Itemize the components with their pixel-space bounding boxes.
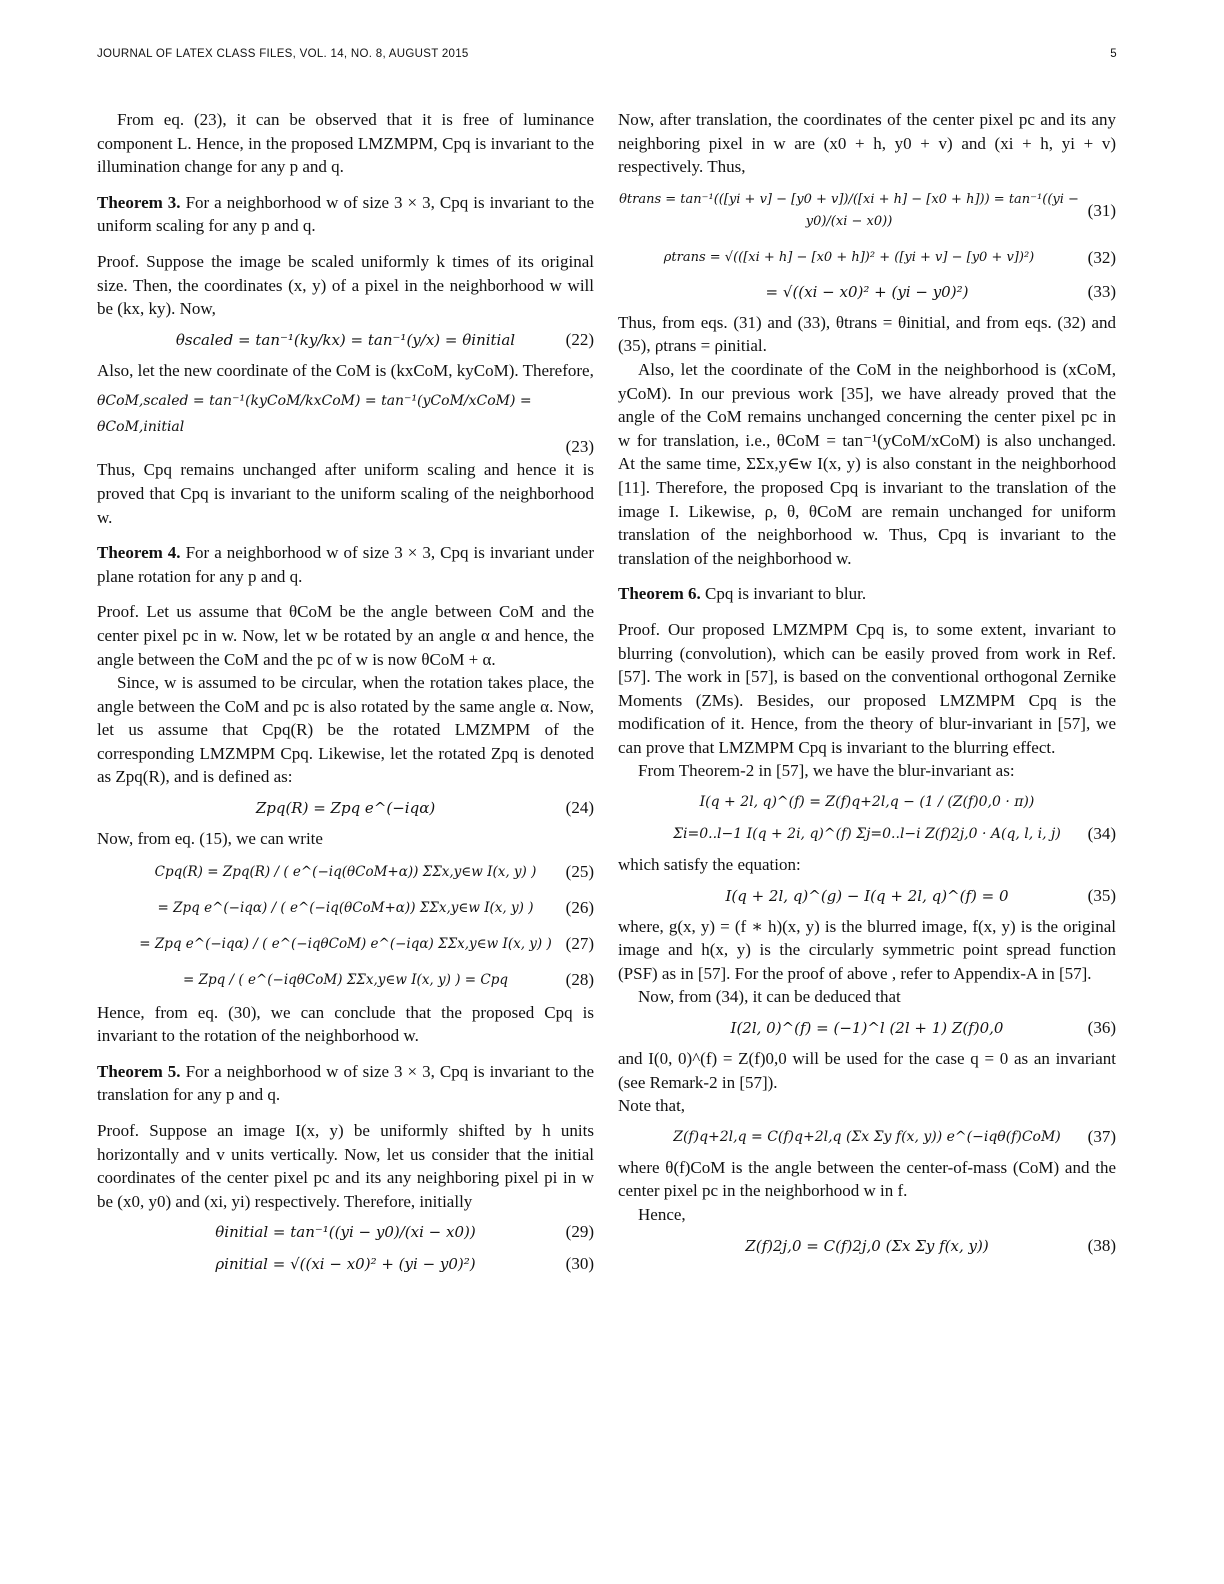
- paragraph: From Theorem-2 in [57], we have the blur-invariant as:: [638, 761, 1015, 781]
- theorem-5: [97, 1060, 594, 1107]
- left-column: [97, 108, 594, 1283]
- paragraph: which satisfy the equation:: [618, 855, 801, 875]
- paragraph: Note that,: [618, 1096, 686, 1116]
- paragraph: Now, after translation, the coordinates of the center pixel pc and its any neighboring pixel in w are (x0 + h, y0 + v) and (xi + h, yi + v) respectively. Thus,: [618, 110, 1116, 177]
- theorem-label: Theorem 5.: [97, 1061, 181, 1081]
- paragraph: Hence,: [638, 1205, 686, 1224]
- paragraph: and I(0, 0)^(f) = Z(f)0,0 will be used for the case q = 0 as an invariant (see Remark-2 in [57]).: [618, 1049, 1116, 1092]
- paragraph: where, g(x, y) = (f ∗ h)(x, y) is the blurred image, f(x, y) is the original image and h(x, y) is the circularly symmetric point spread function (PSF) as in [57]. For the proof of above , refer to Appendix-A in [57].: [618, 916, 1116, 983]
- proof: Proof. Suppose the image be scaled uniformly k times of its original size. Then, the coordinates (x, y) of a pixel in the neighborhood w will be (kx, ky). Now,: [97, 251, 594, 319]
- equation-25: Cpq(R) = Zpq(R) / ( e^(−iq(θCoM+α)) ΣΣx,y∈w I(x, y) ) (25): [154, 861, 594, 881]
- equation-37: Z(f)q+2l,q = C(f)q+2l,q (Σx Σy f(x, y)) e^(−iqθ(f)CoM) (37): [673, 1126, 1116, 1146]
- equation-30: ρinitial = √((xi − x0)² + (yi − y0)²) (30): [215, 1254, 594, 1274]
- equation-23-number: (23): [565, 437, 594, 457]
- paragraph: Also, let the coordinate of the CoM in the neighborhood is (xCoM, yCoM). In our previous work [35], we have already proved that the angle of the CoM remains unchanged concerning the center pixel pc in w for translation, i.e., θCoM = tan⁻¹(yCoM/xCoM) is also unchanged. At the same time, ΣΣx,y∈w I(x, y) is also constant in the neighborhood [11]. Therefore, the proposed Cpq is invariant to the translation of the image I. Likewise, ρ, θ, θCoM are remain unchanged for uniform translation of the neighborhood w. Thus, Cpq is invariant to the translation of the neighborhood w.: [618, 359, 1116, 568]
- theorem-text: Cpq is invariant to blur.: [705, 584, 867, 604]
- equation-27: = Zpq e^(−iqα) / ( e^(−iqθCoM) e^(−iqα) ΣΣx,y∈w I(x, y) ) (27): [139, 933, 594, 953]
- equation-33: = √((xi − x0)² + (yi − y0)²) (33): [765, 281, 1116, 301]
- theorem-6: [618, 582, 1116, 606]
- proof: Proof. Let us assume that θCoM be the angle between CoM and the center pixel pc in w. Now, let w be rotated by an angle α and hence, the angle between the CoM and the pc of w is now θCoM + α.: [97, 602, 594, 669]
- right-column: [618, 108, 1116, 1265]
- equation-22: θscaled = tan⁻¹(ky/kx) = tan⁻¹(y/x) = θinitial (22): [175, 329, 594, 349]
- equation-23: θCoM,scaled = tan⁻¹(kyCoM/kxCoM) = tan⁻¹(yCoM/xCoM) = θCoM,initial: [97, 393, 532, 436]
- paragraph: From eq. (23), it can be observed that it is free of luminance component L. Hence, in the proposed LMZMPM, Cpq is invariant to the illumination change for any p and q.: [97, 110, 594, 177]
- equation-38: Z(f)2j,0 = C(f)2j,0 (Σx Σy f(x, y)) (38): [745, 1235, 1116, 1255]
- paragraph: Now, from (34), it can be deduced that: [638, 987, 901, 1007]
- running-header: [97, 48, 1117, 68]
- paragraph: where θ(f)CoM is the angle between the center-of-mass (CoM) and the center pixel pc in the neighborhood w in f.: [618, 1157, 1116, 1201]
- equation-31: θtrans = tan⁻¹(([yi + v] − [y0 + v])/([xi + h] − [x0 + h])) = tan⁻¹((yi − y0)/(xi − x0)) (31): [619, 191, 1116, 229]
- paragraph: Also, let the new coordinate of the CoM is (kxCoM, kyCoM). Therefore,: [97, 360, 594, 380]
- paragraph: Thus, Cpq remains unchanged after uniform scaling and hence it is proved that Cpq is invariant to the uniform scaling of the neighborhood w.: [97, 460, 594, 527]
- proof: Proof. Our proposed LMZMPM Cpq is, to some extent, invariant to blurring (convolution), which can be easily proved from work in Ref. [57]. The work in [57], is based on the conventional orthogonal Zernike Moments (ZMs). Besides, our proposed LMZMPM Cpq is the modification of it. Hence, from the theory of blur-invariant in [57], we can prove that LMZMPM Cpq is invariant to the blurring effect.: [618, 619, 1116, 757]
- paragraph: Thus, from eqs. (31) and (33), θtrans = θinitial, and from eqs. (32) and (35), ρtrans = ρinitial.: [618, 312, 1116, 356]
- theorem-text: For a neighborhood w of size 3 × 3, Cpq is invariant to the uniform scaling for any p and q.: [97, 192, 595, 236]
- equation-36: I(2l, 0)^(f) = (−1)^l (2l + 1) Z(f)0,0 (36): [730, 1018, 1116, 1038]
- journal-title: JOURNAL OF LATEX CLASS FILES, VOL. 14, NO. 8, AUGUST 2015: [97, 48, 469, 60]
- theorem-label: Theorem 3.: [97, 192, 181, 212]
- page-number: 5: [1110, 48, 1117, 60]
- paragraph: Hence, from eq. (30), we can conclude that the proposed Cpq is invariant to the rotation of the neighborhood w.: [97, 1002, 594, 1046]
- equation-35: I(q + 2l, q)^(g) − I(q + 2l, q)^(f) = 0 (35): [725, 885, 1116, 905]
- theorem-3: [97, 191, 594, 238]
- theorem-label: Theorem 4.: [97, 543, 181, 563]
- theorem-label: Theorem 6.: [618, 584, 701, 604]
- theorem-4: [97, 541, 594, 588]
- theorem-text: For a neighborhood w of size 3 × 3, Cpq is invariant under plane rotation for any p and q.: [97, 543, 594, 586]
- equation-29: θinitial = tan⁻¹((yi − y0)/(xi − x0)) (29): [215, 1222, 594, 1242]
- theorem-text: For a neighborhood w of size 3 × 3, Cpq is invariant to the translation for any p and q.: [97, 1061, 595, 1105]
- equation-34b: Σi=0..l−1 I(q + 2i, q)^(f) Σj=0..l−i Z(f)2j,0 · A(q, l, i, j) (34): [673, 824, 1116, 844]
- equation-26: = Zpq e^(−iqα) / ( e^(−iq(θCoM+α)) ΣΣx,y∈w I(x, y) ) (26): [157, 897, 594, 917]
- paragraph: Now, from eq. (15), we can write: [97, 829, 323, 849]
- equation-28: = Zpq / ( e^(−iqθCoM) ΣΣx,y∈w I(x, y) ) = Cpq (28): [183, 969, 594, 989]
- equation-32: ρtrans = √(([xi + h] − [x0 + h])² + ([yi + v] − [y0 + v])²) (32): [663, 247, 1116, 267]
- equation-24: Zpq(R) = Zpq e^(−iqα) (24): [255, 798, 594, 818]
- paragraph: Since, w is assumed to be circular, when the rotation takes place, the angle between the CoM and pc is also rotated by the same angle α. Now, let us assume that Cpq(R) be the rotated LMZMPM of the corresponding LMZMPM Cpq. Likewise, let the rotated Zpq is denoted as Zpq(R), and is defined as:: [97, 673, 594, 787]
- equation-34a: I(q + 2l, q)^(f) = Z(f)q+2l,q − (1 / (Z(f)0,0 · π)): [699, 794, 1035, 811]
- proof: Proof. Suppose an image I(x, y) be uniformly shifted by h units horizontally and v units vertically. Now, let us consider that the initial coordinates of the center pixel pc and its any neighboring pixel pi in w be (x0, y0) and (xi, yi) respectively. Therefore, initially: [97, 1121, 594, 1211]
